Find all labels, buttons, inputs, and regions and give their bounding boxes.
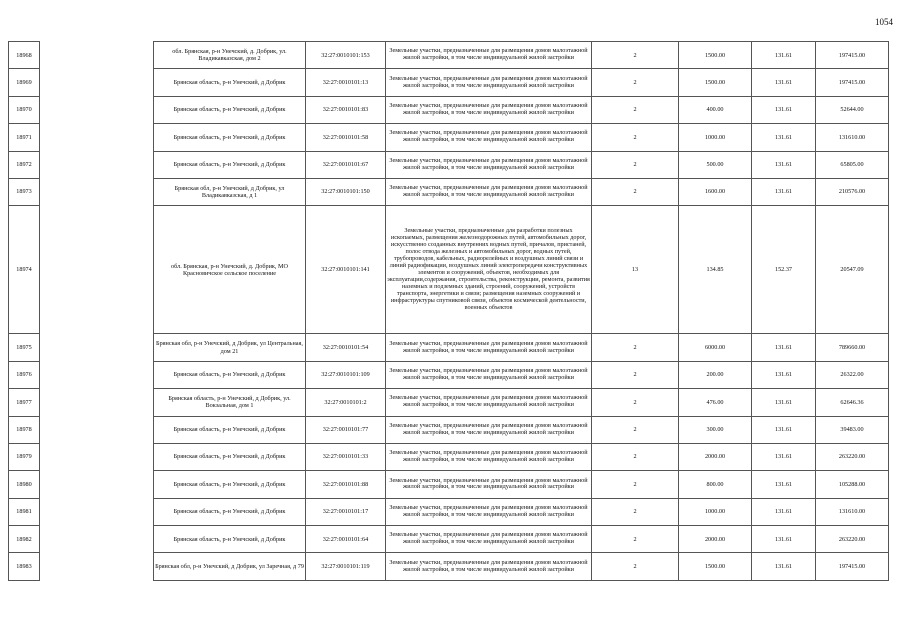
cadastral-value-cell: 197415.00 xyxy=(816,69,889,96)
table-row xyxy=(9,389,889,416)
specific-value-cell: 131.61 xyxy=(752,124,816,151)
group-number-cell: 2 xyxy=(592,42,679,69)
cadastral-value-cell: 39483.00 xyxy=(816,416,889,443)
cadastral-number-cell: 32:27:0010101:33 xyxy=(306,443,386,470)
row-id-cell: 18978 xyxy=(9,416,40,443)
land-purpose-cell: Земельные участки, предназначенные для размещения домов малоэтажной жилой застройки, в том числе индивидуальной жилой застройки xyxy=(386,498,592,525)
land-purpose-cell: Земельные участки, предназначенные для размещения домов малоэтажной жилой застройки, в том числе индивидуальной жилой застройки xyxy=(386,526,592,553)
land-purpose-cell: Земельные участки, предназначенные для размещения домов малоэтажной жилой застройки, в том числе индивидуальной жилой застройки xyxy=(386,96,592,123)
gap-cell xyxy=(40,389,154,416)
table-row xyxy=(9,498,889,525)
land-purpose-cell: Земельные участки, предназначенные для размещения домов малоэтажной жилой застройки, в том числе индивидуальной жилой застройки xyxy=(386,178,592,205)
cadastral-value-cell: 789660.00 xyxy=(816,334,889,361)
specific-value-cell: 131.61 xyxy=(752,334,816,361)
cadastral-value-cell: 62646.36 xyxy=(816,389,889,416)
land-purpose-cell: Земельные участки, предназначенные для размещения домов малоэтажной жилой застройки, в том числе индивидуальной жилой застройки xyxy=(386,443,592,470)
specific-value-cell: 131.61 xyxy=(752,151,816,178)
gap-cell xyxy=(40,471,154,498)
row-id-cell: 18977 xyxy=(9,389,40,416)
area-cell: 6000.00 xyxy=(679,334,752,361)
table-row xyxy=(9,69,889,96)
row-id-cell: 18983 xyxy=(9,553,40,580)
group-number-cell: 2 xyxy=(592,526,679,553)
row-id-cell: 18976 xyxy=(9,361,40,388)
address-cell: Брянская обл, р-н Унечский, д Добрик, ул Заречная, д 79 xyxy=(154,553,306,580)
land-purpose-cell: Земельные участки, предназначенные для размещения домов малоэтажной жилой застройки, в том числе индивидуальной жилой застройки xyxy=(386,471,592,498)
address-cell: Брянская обл, р-н Унечский, д Добрик, ул Владикавказская, д 1 xyxy=(154,178,306,205)
specific-value-cell: 131.61 xyxy=(752,471,816,498)
land-purpose-cell: Земельные участки, предназначенные для размещения домов малоэтажной жилой застройки, в том числе индивидуальной жилой застройки xyxy=(386,42,592,69)
table-row xyxy=(9,42,889,69)
cadastral-number-cell: 32:27:0010101:83 xyxy=(306,96,386,123)
gap-cell xyxy=(40,361,154,388)
group-number-cell: 2 xyxy=(592,361,679,388)
gap-cell xyxy=(40,178,154,205)
gap-cell xyxy=(40,124,154,151)
cadastral-value-cell: 105288.00 xyxy=(816,471,889,498)
address-cell: Брянская область, р-н Унечский, д Добрик xyxy=(154,526,306,553)
area-cell: 1000.00 xyxy=(679,124,752,151)
address-cell: Брянская область, р-н Унечский, д Добрик xyxy=(154,361,306,388)
table-row xyxy=(9,124,889,151)
cadastral-number-cell: 32:27:0010101:17 xyxy=(306,498,386,525)
group-number-cell: 13 xyxy=(592,206,679,334)
specific-value-cell: 131.61 xyxy=(752,498,816,525)
area-cell: 134.85 xyxy=(679,206,752,334)
row-id-cell: 18968 xyxy=(9,42,40,69)
gap-cell xyxy=(40,416,154,443)
cadastral-number-cell: 32:27:0010101:54 xyxy=(306,334,386,361)
cadastral-number-cell: 32:27:0010101:88 xyxy=(306,471,386,498)
area-cell: 476.00 xyxy=(679,389,752,416)
group-number-cell: 2 xyxy=(592,96,679,123)
area-cell: 200.00 xyxy=(679,361,752,388)
cadastral-value-cell: 20547.09 xyxy=(816,206,889,334)
group-number-cell: 2 xyxy=(592,443,679,470)
cadastral-number-cell: 32:27:0010101:77 xyxy=(306,416,386,443)
land-purpose-cell: Земельные участки, предназначенные для размещения домов малоэтажной жилой застройки, в том числе индивидуальной жилой застройки xyxy=(386,334,592,361)
cadastral-number-cell: 32:27:0010101:141 xyxy=(306,206,386,334)
cadastral-number-cell: 32:27:0010101:67 xyxy=(306,151,386,178)
area-cell: 1500.00 xyxy=(679,553,752,580)
gap-cell xyxy=(40,526,154,553)
cadastral-value-cell: 131610.00 xyxy=(816,124,889,151)
address-cell: Брянская область, р-н Унечский, д Добрик xyxy=(154,443,306,470)
row-id-cell: 18971 xyxy=(9,124,40,151)
group-number-cell: 2 xyxy=(592,498,679,525)
address-cell: Брянская область, р-н Унечский, д Добрик xyxy=(154,471,306,498)
table-row xyxy=(9,151,889,178)
cadastral-number-cell: 32:27:0010101:58 xyxy=(306,124,386,151)
gap-cell xyxy=(40,498,154,525)
address-cell: Брянская область, р-н Унечский, д Добрик xyxy=(154,416,306,443)
land-purpose-cell: Земельные участки, предназначенные для размещения домов малоэтажной жилой застройки, в том числе индивидуальной жилой застройки xyxy=(386,553,592,580)
address-cell: Брянская область, р-н Унечский, д Добрик xyxy=(154,151,306,178)
gap-cell xyxy=(40,96,154,123)
row-id-cell: 18970 xyxy=(9,96,40,123)
group-number-cell: 2 xyxy=(592,471,679,498)
row-id-cell: 18974 xyxy=(9,206,40,334)
gap-cell xyxy=(40,443,154,470)
row-id-cell: 18975 xyxy=(9,334,40,361)
gap-cell xyxy=(40,69,154,96)
table-row xyxy=(9,361,889,388)
table-row xyxy=(9,416,889,443)
area-cell: 1500.00 xyxy=(679,69,752,96)
cadastral-number-cell: 32:27:0010101:119 xyxy=(306,553,386,580)
land-purpose-cell: Земельные участки, предназначенные для размещения домов малоэтажной жилой застройки, в том числе индивидуальной жилой застройки xyxy=(386,124,592,151)
row-id-cell: 18982 xyxy=(9,526,40,553)
group-number-cell: 2 xyxy=(592,124,679,151)
cadastral-value-cell: 131610.00 xyxy=(816,498,889,525)
specific-value-cell: 131.61 xyxy=(752,96,816,123)
specific-value-cell: 131.61 xyxy=(752,416,816,443)
address-cell: обл. Брянская, р-н Унечский, д. Добрик, ул. Владикавказская, дом 2 xyxy=(154,42,306,69)
table-row xyxy=(9,526,889,553)
row-id-cell: 18973 xyxy=(9,178,40,205)
gap-cell xyxy=(40,206,154,334)
cadastral-number-cell: 32:27:0010101:109 xyxy=(306,361,386,388)
cadastral-value-cell: 263220.00 xyxy=(816,443,889,470)
land-purpose-cell: Земельные участки, предназначенные для размещения домов малоэтажной жилой застройки, в том числе индивидуальной жилой застройки xyxy=(386,416,592,443)
cadastral-value-cell: 263220.00 xyxy=(816,526,889,553)
address-cell: Брянская область, р-н Унечский, д Добрик xyxy=(154,498,306,525)
area-cell: 2000.00 xyxy=(679,443,752,470)
land-purpose-cell: Земельные участки, предназначенные для размещения домов малоэтажной жилой застройки, в том числе индивидуальной жилой застройки xyxy=(386,151,592,178)
gap-cell xyxy=(40,151,154,178)
gap-cell xyxy=(40,334,154,361)
row-id-cell: 18979 xyxy=(9,443,40,470)
table-row xyxy=(9,553,889,580)
specific-value-cell: 131.61 xyxy=(752,69,816,96)
address-cell: Брянская область, р-н Унечский, д Добрик, ул. Вокзальная, дом 1 xyxy=(154,389,306,416)
table-row xyxy=(9,178,889,205)
cadastral-value-cell: 197415.00 xyxy=(816,553,889,580)
area-cell: 1000.00 xyxy=(679,498,752,525)
cadastral-value-cell: 197415.00 xyxy=(816,42,889,69)
table-row xyxy=(9,471,889,498)
land-purpose-cell: Земельные участки, предназначенные для размещения домов малоэтажной жилой застройки, в том числе индивидуальной жилой застройки xyxy=(386,69,592,96)
group-number-cell: 2 xyxy=(592,151,679,178)
land-purpose-cell: Земельные участки, предназначенные для размещения домов малоэтажной жилой застройки, в том числе индивидуальной жилой застройки xyxy=(386,361,592,388)
cadastral-number-cell: 32:27:0010101:13 xyxy=(306,69,386,96)
address-cell: Брянская область, р-н Унечский, д Добрик xyxy=(154,69,306,96)
gap-cell xyxy=(40,553,154,580)
cadastral-number-cell: 32:27:0010101:153 xyxy=(306,42,386,69)
specific-value-cell: 131.61 xyxy=(752,553,816,580)
cadastral-value-cell: 210576.00 xyxy=(816,178,889,205)
address-cell: Брянская область, р-н Унечский, д Добрик xyxy=(154,96,306,123)
page-number: 1054 xyxy=(875,17,893,27)
specific-value-cell: 131.61 xyxy=(752,389,816,416)
land-purpose-cell: Земельные участки, предназначенные для разработки полезных ископаемых, размещения железнодорожных путей, автомобильных дорог, искусственно созданных внутренних водных путей, причалов, пристаней, полос отвода железных и автомобильных дорог, водных путей, трубопроводов, кабельных, радиорелейных и воздушных линий связи и линий радиофикации, воздушных линий электропередачи конструктивных элементов и сооружений, объектов, необходимых для эксплуатации,содержания, строительства, реконструкции, ремонта, развития наземных и подземных зданий, строений, сооружений, устройств транспорта, энергетики и связи; размещения наземных сооружений и инфраструктуры спутниковой связи, объектов космической деятельности, военных объектов xyxy=(386,206,592,334)
gap-cell xyxy=(40,42,154,69)
group-number-cell: 2 xyxy=(592,389,679,416)
table-row xyxy=(9,443,889,470)
row-id-cell: 18980 xyxy=(9,471,40,498)
area-cell: 1500.00 xyxy=(679,42,752,69)
area-cell: 500.00 xyxy=(679,151,752,178)
group-number-cell: 2 xyxy=(592,334,679,361)
specific-value-cell: 152.37 xyxy=(752,206,816,334)
specific-value-cell: 131.61 xyxy=(752,178,816,205)
area-cell: 300.00 xyxy=(679,416,752,443)
row-id-cell: 18981 xyxy=(9,498,40,525)
row-id-cell: 18969 xyxy=(9,69,40,96)
cadastral-number-cell: 32:27:0010101:2 xyxy=(306,389,386,416)
address-cell: Брянская область, р-н Унечский, д Добрик xyxy=(154,124,306,151)
cadastral-value-cell: 52644.00 xyxy=(816,96,889,123)
group-number-cell: 2 xyxy=(592,416,679,443)
area-cell: 2000.00 xyxy=(679,526,752,553)
table-row xyxy=(9,206,889,334)
address-cell: Брянская обл, р-н Унечский, д Добрик, ул Центральная, дом 21 xyxy=(154,334,306,361)
address-cell: обл. Брянская, р-н Унечский, д. Добрик, МО Красновичское сельское поселение xyxy=(154,206,306,334)
specific-value-cell: 131.61 xyxy=(752,526,816,553)
table-row xyxy=(9,96,889,123)
land-purpose-cell: Земельные участки, предназначенные для размещения домов малоэтажной жилой застройки, в том числе индивидуальной жилой застройки xyxy=(386,389,592,416)
specific-value-cell: 131.61 xyxy=(752,42,816,69)
group-number-cell: 2 xyxy=(592,69,679,96)
specific-value-cell: 131.61 xyxy=(752,443,816,470)
cadastral-value-cell: 26322.00 xyxy=(816,361,889,388)
cadastral-number-cell: 32:27:0010101:150 xyxy=(306,178,386,205)
cadastral-number-cell: 32:27:0010101:64 xyxy=(306,526,386,553)
area-cell: 1600.00 xyxy=(679,178,752,205)
group-number-cell: 2 xyxy=(592,553,679,580)
table-body xyxy=(9,42,889,581)
row-id-cell: 18972 xyxy=(9,151,40,178)
cadastral-value-cell: 65805.00 xyxy=(816,151,889,178)
cadastral-value-table xyxy=(8,41,889,581)
table-row xyxy=(9,334,889,361)
area-cell: 800.00 xyxy=(679,471,752,498)
group-number-cell: 2 xyxy=(592,178,679,205)
specific-value-cell: 131.61 xyxy=(752,361,816,388)
area-cell: 400.00 xyxy=(679,96,752,123)
